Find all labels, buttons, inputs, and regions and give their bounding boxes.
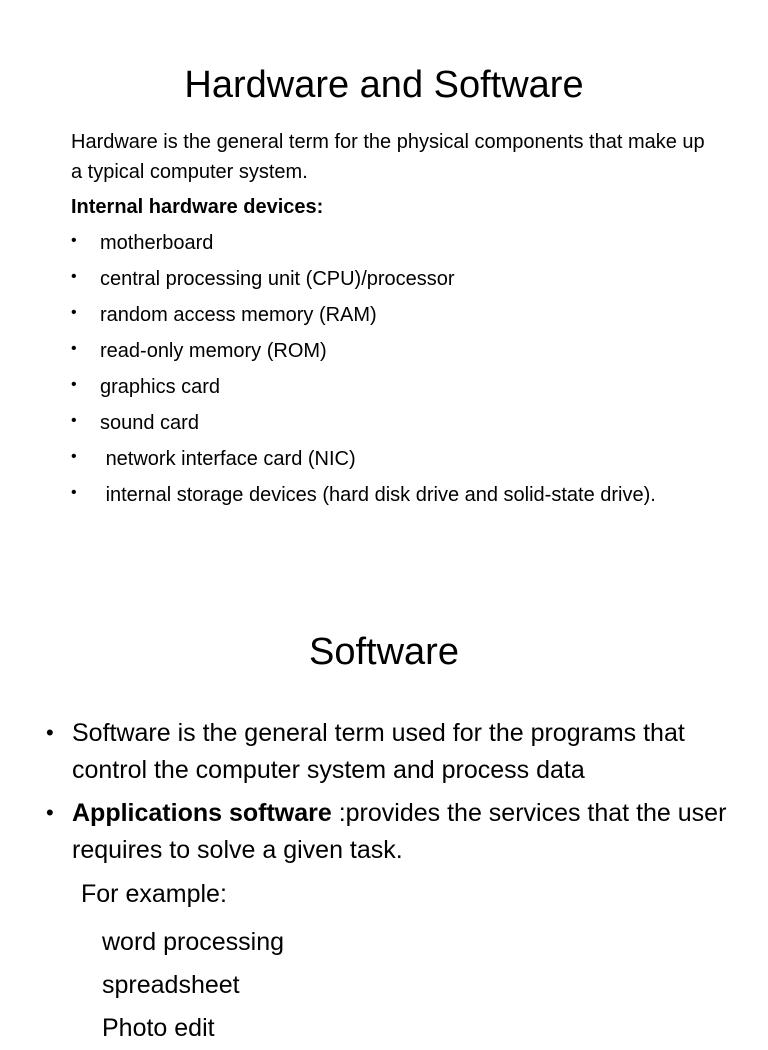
example-list [102,921,284,1050]
list-item-text: graphics card [100,376,221,398]
applications-software-term: Applications software [72,799,332,827]
list-item: word processing [102,928,285,956]
list-item [71,336,711,366]
list-item-text: read-only memory (ROM) [100,340,327,362]
list-item: Photo edit [102,1014,215,1042]
applications-software-description: :provides the services that the user requires to solve a given task. [72,799,734,864]
bullet-icon: • [71,232,77,249]
list-item [46,715,736,789]
list-item [71,300,711,330]
list-item [71,264,711,294]
list-item-text: central processing unit (CPU)/processor [100,268,455,290]
bullet-icon: • [71,376,77,393]
slide-title: Hardware and Software [184,64,584,106]
list-item-text: internal storage devices (hard disk drive and solid-state drive). [100,484,656,506]
list-item-text: random access memory (RAM) [100,304,377,326]
list-item [46,795,736,869]
internal-devices-heading: Internal hardware devices: [71,196,324,218]
list-item-text: motherboard [100,232,214,254]
list-item [71,408,711,438]
list-item-text: sound card [100,412,199,434]
bullet-icon: • [71,412,77,429]
list-item: spreadsheet [102,971,240,999]
list-item [71,444,711,474]
bullet-icon: • [46,720,54,745]
bullet-icon: • [71,268,77,285]
bullet-icon: • [46,800,54,825]
list-item-text: network interface card (NIC) [100,448,356,470]
software-definition: Software is the general term used for the programs that control the computer system and process data [72,719,685,784]
hardware-definition: Hardware is the general term for the physical components that make up a typical computer system. [71,131,705,183]
list-item [71,480,711,510]
bullet-icon: • [71,340,77,357]
hardware-device-list [71,228,711,516]
software-point-list [46,715,736,875]
list-item [71,372,711,402]
bullet-icon: • [71,484,77,501]
slide-title: Software [309,631,459,673]
slide-software [0,560,768,1042]
example-label: For example: [81,880,227,908]
bullet-icon: • [71,304,77,321]
bullet-icon: • [71,448,77,465]
list-item [71,228,711,258]
